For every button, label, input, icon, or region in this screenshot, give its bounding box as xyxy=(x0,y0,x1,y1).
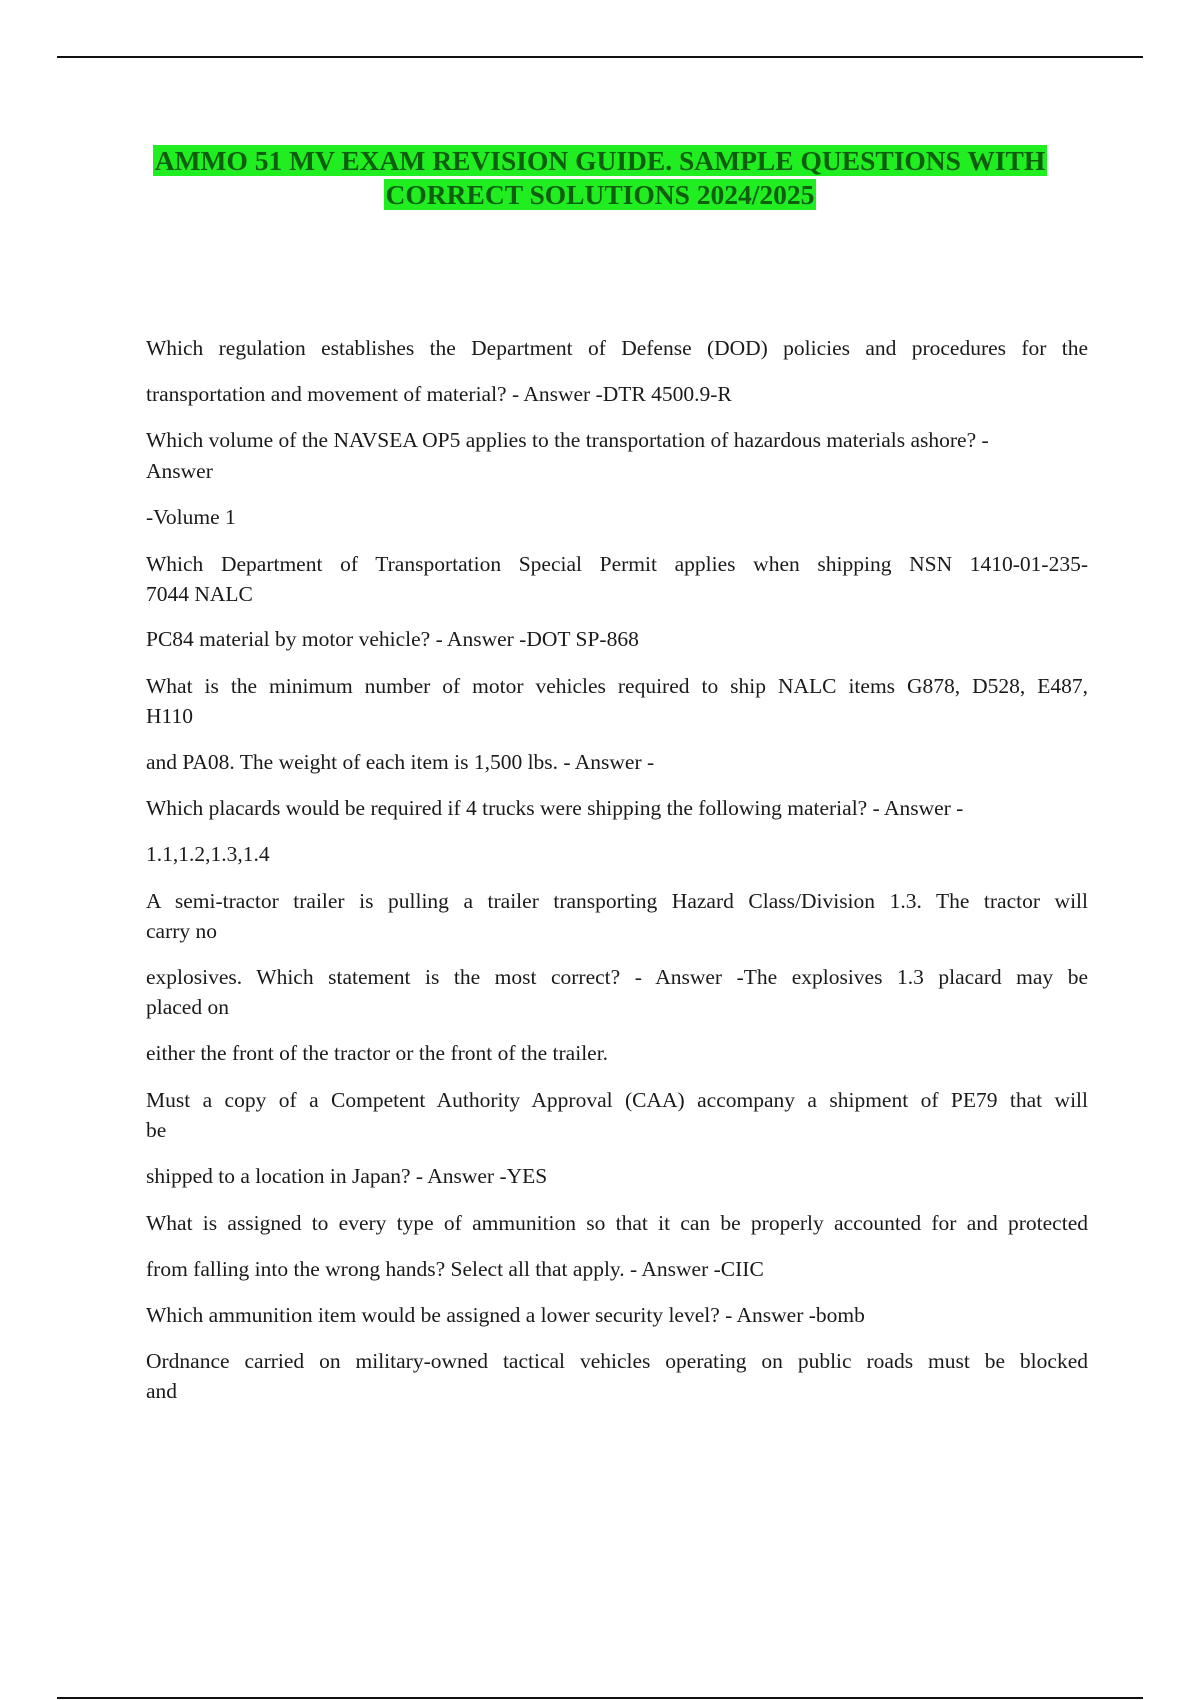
bottom-rule xyxy=(57,1697,1143,1699)
text-line: carry no xyxy=(146,919,218,943)
text-line: be xyxy=(146,1118,167,1142)
text-line: Which Department of Transportation Special Permit applies when shipping NSN 1410-01-235- xyxy=(146,552,1088,576)
text-line: PC84 material by motor vehicle? - Answer -DOT SP-868 xyxy=(146,627,639,651)
text-line: from falling into the wrong hands? Select all that apply. - Answer -CIIC xyxy=(146,1257,764,1281)
text-line: and xyxy=(146,1379,178,1403)
text-line: Which regulation establishes the Department of Defense (DOD) policies and procedures for the xyxy=(146,336,1088,360)
text-line: Must a copy of a Competent Authority Approval (CAA) accompany a shipment of PE79 that will xyxy=(146,1088,1088,1112)
text-line: transportation and movement of material? - Answer -DTR 4500.9-R xyxy=(146,382,732,406)
text-line: explosives. Which statement is the most correct? - Answer -The explosives 1.3 placard may be xyxy=(146,965,1088,989)
text-line: Which ammunition item would be assigned a lower security level? - Answer -bomb xyxy=(146,1303,865,1327)
text-line: placed on xyxy=(146,995,229,1019)
text-line: Ordnance carried on military-owned tactical vehicles operating on public roads must be blocked xyxy=(146,1349,1088,1373)
title-line-2: CORRECT SOLUTIONS 2024/2025 xyxy=(385,179,815,210)
text-line: Which volume of the NAVSEA OP5 applies to the transportation of hazardous materials ashore? - xyxy=(146,428,989,452)
text-line: 7044 NALC xyxy=(146,582,253,606)
text-line: What is the minimum number of motor vehicles required to ship NALC items G878, D528, E487, xyxy=(146,674,1088,698)
text-line: What is assigned to every type of ammunition so that it can be properly accounted for and protected xyxy=(146,1211,1088,1235)
text-line: Which placards would be required if 4 trucks were shipping the following material? - Answer - xyxy=(146,796,964,820)
text-line: either the front of the tractor or the front of the trailer. xyxy=(146,1041,609,1065)
text-line: Answer xyxy=(146,459,213,483)
text-line: H110 xyxy=(146,704,193,728)
title-line-1: AMMO 51 MV EXAM REVISION GUIDE. SAMPLE QUESTIONS WITH xyxy=(154,145,1046,176)
text-line: shipped to a location in Japan? - Answer -YES xyxy=(146,1164,548,1188)
text-line: and PA08. The weight of each item is 1,500 lbs. - Answer - xyxy=(146,750,655,774)
text-line: -Volume 1 xyxy=(146,505,236,529)
text-line: 1.1,1.2,1.3,1.4 xyxy=(146,842,270,866)
text-line: A semi-tractor trailer is pulling a trailer transporting Hazard Class/Division 1.3. The tractor will xyxy=(146,889,1088,913)
